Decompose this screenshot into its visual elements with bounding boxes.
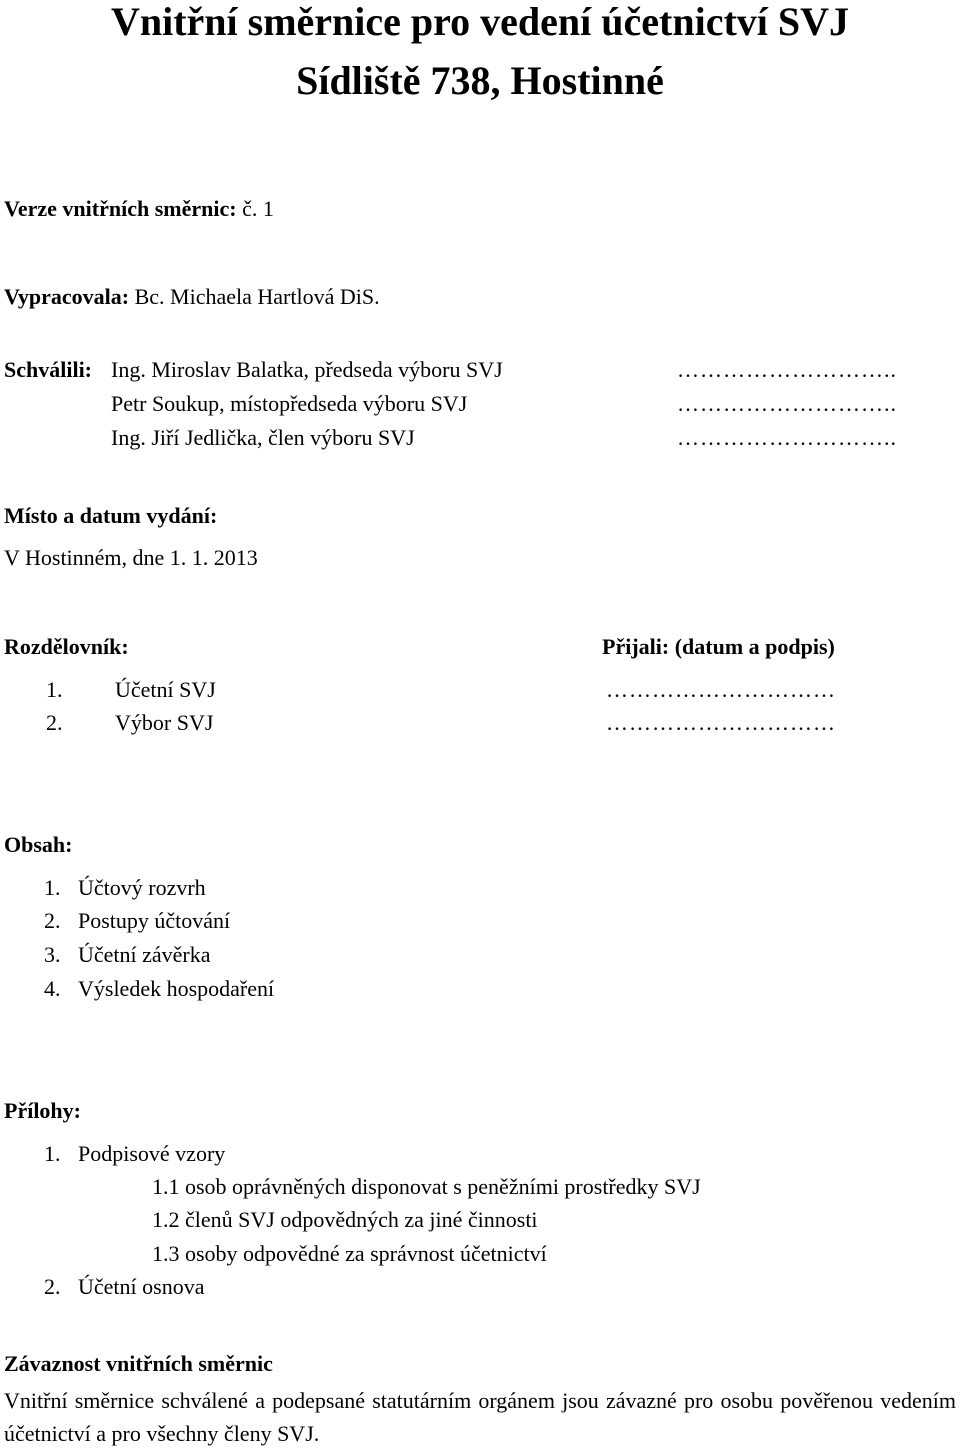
distribution-item-number: 2. [46, 710, 63, 735]
contents-item-number: 3. [44, 942, 61, 967]
document-title-line2: Sídliště 738, Hostinné [296, 58, 664, 103]
attachment-subitem: 1.3 osoby odpovědné za správnost účetnictví [152, 1241, 547, 1266]
contents-item-text: Výsledek hospodaření [78, 976, 275, 1001]
attachment-item-number: 1. [44, 1141, 61, 1166]
distribution-label: Rozdělovník: [4, 634, 129, 659]
attachment-item-text: Účetní osnova [78, 1274, 205, 1299]
approved-label: Schválili: [4, 357, 93, 382]
document-title-line1: Vnitřní směrnice pro vedení účetnictví SVJ [110, 0, 850, 44]
attachment-subitem: 1.2 členů SVJ odpovědných za jiné činnosti [152, 1207, 538, 1232]
version-value: č. 1 [242, 196, 274, 221]
prepared-value: Bc. Michaela Hartlová DiS. [134, 284, 380, 309]
approver-name: Ing. Jiří Jedlička, člen výboru SVJ [111, 425, 415, 450]
contents-item-text: Postupy účtování [78, 908, 231, 933]
version-row [4, 198, 274, 220]
approver-signature-line: ……………………….. [677, 425, 897, 450]
contents-item-text: Účetní závěrka [78, 942, 211, 967]
binding-heading: Závaznost vnitřních směrnic [4, 1351, 273, 1376]
received-label: Přijali: (datum a podpis) [602, 634, 835, 659]
approver-name: Petr Soukup, místopředseda výboru SVJ [111, 391, 468, 416]
contents-item-text: Účtový rozvrh [78, 875, 206, 900]
attachment-item-number: 2. [44, 1274, 61, 1299]
prepared-label: Vypracovala: [4, 284, 130, 309]
distribution-signature-line: ………………………… [606, 710, 836, 735]
contents-item-number: 1. [44, 875, 61, 900]
attachments-label: Přílohy: [4, 1098, 81, 1123]
distribution-item-text: Účetní SVJ [115, 677, 216, 702]
binding-paragraph: Vnitřní směrnice schválené a podepsané statutárním orgánem jsou závazné pro osobu pověřenou vedením účetnictví a pro všechny členy SVJ. [4, 1388, 956, 1446]
version-label: Verze vnitřních směrnic: [4, 196, 237, 221]
contents-label: Obsah: [4, 832, 73, 857]
distribution-signature-line: ………………………… [606, 677, 836, 702]
prepared-row [4, 286, 380, 308]
attachment-subitem: 1.1 osob oprávněných disponovat s peněžními prostředky SVJ [152, 1174, 701, 1199]
issue-label: Místo a datum vydání: [4, 503, 218, 528]
contents-item-number: 4. [44, 976, 61, 1001]
approver-signature-line: ……………………….. [677, 357, 897, 382]
issue-value: V Hostinném, dne 1. 1. 2013 [4, 545, 258, 570]
distribution-item-number: 1. [46, 677, 63, 702]
attachment-item-text: Podpisové vzory [78, 1141, 226, 1166]
approver-signature-line: ……………………….. [677, 391, 897, 416]
contents-item-number: 2. [44, 908, 61, 933]
approver-name: Ing. Miroslav Balatka, předseda výboru SVJ [111, 357, 503, 382]
distribution-item-text: Výbor SVJ [115, 710, 214, 735]
